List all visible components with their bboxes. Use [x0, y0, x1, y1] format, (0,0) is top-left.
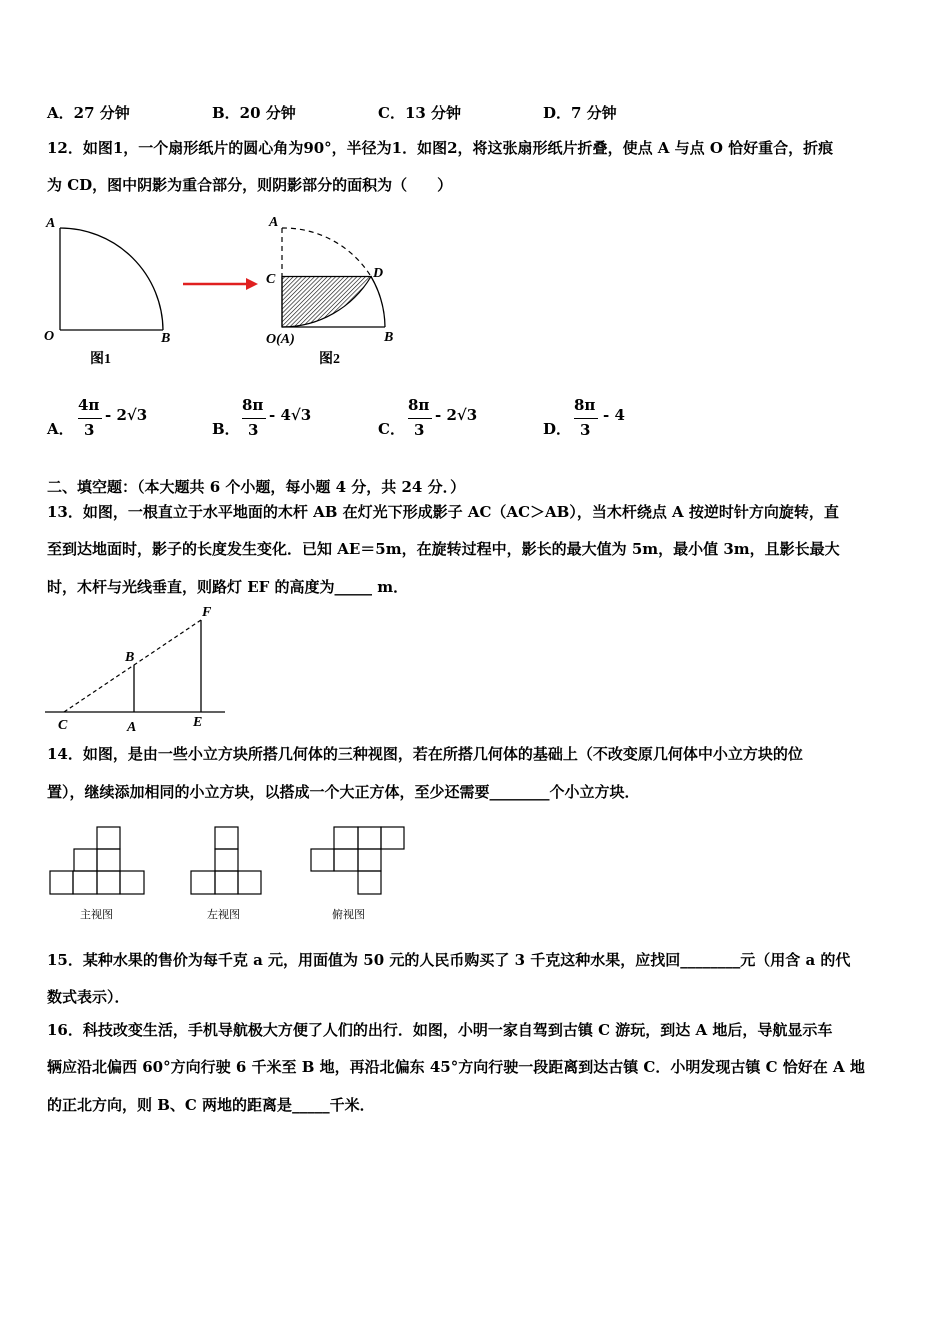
left-view: [191, 827, 261, 894]
fig1-label-a: A: [46, 216, 56, 231]
q14-text-line1: 14．如图，是由一些小立方块所搭几何体的三种视图，若在所搭几何体的基础上（不改变原几何体中小立方块的位: [47, 745, 803, 763]
q13-text-line2: 至到达地面时，影子的长度发生变化．已知 AE＝5m，在旋转过程中，影长的最大值为 5m，最小值 3m，且影长最大: [47, 540, 840, 558]
q12-option-a-letter: A．: [47, 420, 74, 438]
q12-option-d-den: 3: [580, 421, 591, 439]
q12-option-a-num: 4π: [78, 396, 100, 414]
q12-option-b-num: 8π: [242, 396, 264, 414]
q15-text-line1: 15．某种水果的售价为每千克 a 元，用面值为 50 元的人民币购买了 3 千克这种水果，应找回________元（用含 a 的代: [47, 951, 851, 969]
q12-option-d-rest: - 4: [603, 406, 625, 424]
left-view-caption: 左视图: [207, 908, 240, 921]
q12-option-d-letter: D．: [543, 420, 572, 438]
q12-text-line1: 12．如图1，一个扇形纸片的圆心角为90°，半径为1．如图2，将这张扇形纸片折叠，使点 A 与点 O 恰好重合，折痕: [47, 139, 834, 157]
q14-views: [40, 820, 420, 930]
q12-option-d-num: 8π: [574, 396, 596, 414]
q13-label-a: A: [127, 720, 137, 735]
q11-option-b: B．20 分钟: [212, 104, 296, 122]
q12-text-line2: 为 CD，图中阴影为重合部分，则阴影部分的面积为（ ）: [47, 176, 453, 194]
front-view-caption: 主视图: [80, 908, 113, 921]
q14-text-line2: 置），继续添加相同的小立方块，以搭成一个大正方体，至少还需要________个小立方块．: [47, 783, 640, 801]
fig1-label-o: O: [44, 329, 55, 344]
fig2-label-d: D: [373, 266, 384, 281]
q11-option-c: C．13 分钟: [378, 104, 462, 122]
front-view: [50, 827, 144, 894]
q12-option-c-den: 3: [414, 421, 425, 439]
section-2-title: 二、填空题：（本大题共 6 个小题，每小题 4 分，共 24 分．）: [47, 478, 466, 496]
q12-figure-1: [40, 210, 190, 370]
q12-option-b-den: 3: [248, 421, 259, 439]
q13-label-f: F: [202, 605, 212, 620]
q12-option-b-letter: B．: [212, 420, 240, 438]
q12-option-b-rest: - 4√3: [269, 406, 312, 424]
fig2-label-b: B: [384, 330, 394, 345]
q12-option-c-letter: C．: [378, 420, 405, 438]
fig1-label-b: B: [161, 331, 171, 346]
q12-option-a-den: 3: [84, 421, 95, 439]
q13-label-b: B: [125, 650, 135, 665]
q12-option-a-rest: - 2√3: [105, 406, 148, 424]
q13-text-line1: 13．如图，一根直立于水平地面的木杆 AB 在灯光下形成影子 AC（AC＞AB），当木杆绕点 A 按逆时针方向旋转，直: [47, 503, 839, 521]
q12-option-c-num: 8π: [408, 396, 430, 414]
q13-label-c: C: [58, 718, 68, 733]
q11-option-a: A．27 分钟: [47, 104, 130, 122]
q12-figure-2: [262, 210, 412, 370]
fig2-label-c: C: [266, 272, 276, 287]
q13-label-e: E: [193, 715, 203, 730]
red-arrow-icon: [180, 276, 260, 292]
q12-option-c-rest: - 2√3: [435, 406, 478, 424]
top-view-caption: 俯视图: [332, 908, 365, 921]
q11-option-d: D．7 分钟: [543, 104, 617, 122]
top-view: [311, 827, 404, 894]
fig1-caption: 图1: [90, 352, 111, 367]
q16-text-line3: 的正北方向，则 B、C 两地的距离是_____千米．: [47, 1096, 375, 1114]
q15-text-line2: 数式表示）．: [47, 988, 130, 1006]
fig2-label-a: A: [269, 215, 279, 230]
q13-text-line3: 时，木杆与光线垂直，则路灯 EF 的高度为_____ m．: [47, 578, 409, 596]
q16-text-line2: 辆应沿北偏西 60°方向行驶 6 千米至 B 地，再沿北偏东 45°方向行驶一段距离到达古镇 C．小明发现古镇 C 恰好在 A 地: [47, 1058, 865, 1076]
fig2-caption: 图2: [319, 352, 340, 367]
fig2-label-o: O(A): [266, 332, 295, 347]
q13-figure: [40, 598, 230, 738]
q16-text-line1: 16．科技改变生活，手机导航极大方便了人们的出行．如图，小明一家自驾到古镇 C 游玩，到达 A 地后，导航显示车: [47, 1021, 833, 1039]
